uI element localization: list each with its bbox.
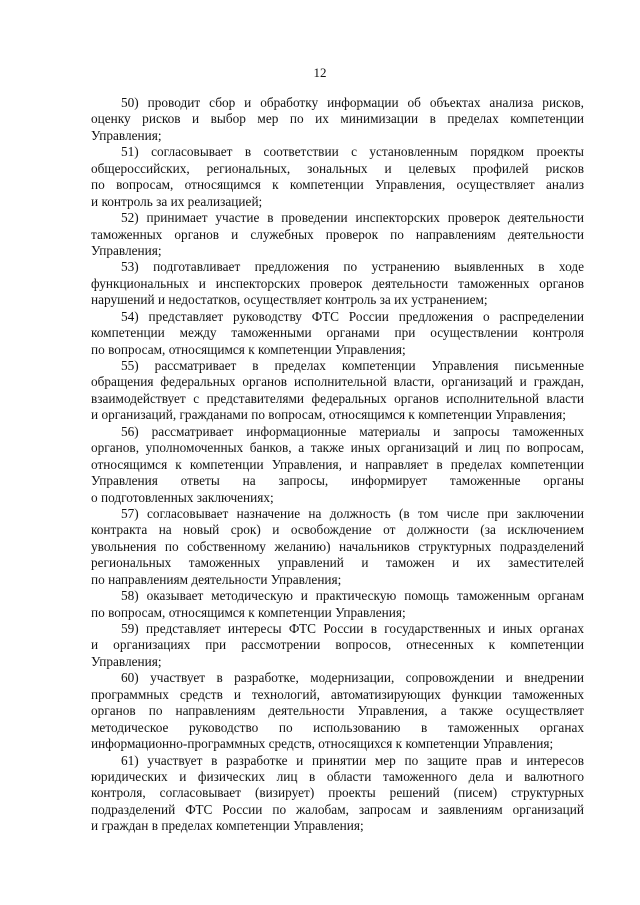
text-line: 53) подготавливает предложения по устранению выявленных в ходе: [121, 259, 584, 275]
text-line: и контроль за их реализацией;: [91, 193, 263, 209]
text-line: таможенных органов и служебных проверок по направлениям деятельности: [91, 226, 584, 242]
text-line: по вопросам, относящимся к компетенции Управления;: [91, 341, 406, 357]
text-line: контракта на новый срок) и освобождение от должности (за исключением: [91, 522, 584, 538]
text-line: 54) представляет руководству ФТС России предложения о распределении: [121, 308, 584, 324]
text-line: увольнения по собственному желанию) начальников структурных подразделений: [91, 538, 584, 554]
text-line: Управления;: [91, 242, 162, 258]
text-line: взаимодействует с представителями федеральных органов исполнительной власти: [91, 390, 584, 406]
text-line: 55) рассматривает в пределах компетенции Управления письменные: [121, 358, 584, 373]
text-line: функциональных и инспекторских проверок деятельности таможенных органов: [91, 275, 584, 291]
text-line: 56) рассматривает информационные материалы и запросы таможенных: [121, 423, 584, 439]
text-line: 51) согласовывает в соответствии с установленным порядком проекты: [121, 144, 584, 160]
text-line: органов по направлениям деятельности Управления, а также осуществляет: [91, 703, 584, 719]
document-body: [91, 95, 584, 835]
text-line: оценку рисков и выбор мер по их минимизации в пределах компетенции: [91, 111, 584, 127]
text-line: 52) принимает участие в проведении инспекторских проверок деятельности: [121, 210, 584, 226]
text-line: обращения федеральных органов исполнительной власти, организаций и граждан,: [91, 374, 584, 390]
text-line: региональных таможенных управлений и таможен и их заместителей: [91, 555, 584, 571]
text-line: 59) представляет интересы ФТС России в государственных и иных органах: [121, 621, 584, 636]
text-line: по направлениям деятельности Управления;: [91, 571, 342, 587]
text-line: и граждан в пределах компетенции Управления;: [91, 818, 364, 834]
text-line: компетенции между таможенными органами при осуществлении контроля: [91, 325, 584, 341]
text-line: Управления;: [91, 127, 162, 143]
text-line: и организациях при рассмотрении вопросов, отнесенных к компетенции: [91, 637, 584, 653]
text-line: по вопросам, относящимся к компетенции Управления, осуществляет анализ: [91, 177, 584, 193]
text-line: подразделений ФТС России по жалобам, запросам и заявлениям организаций: [91, 801, 584, 817]
text-line: общероссийских, региональных, зональных и целевых профилей рисков: [91, 160, 584, 176]
text-line: информационно-программных средств, относящихся к компетенции Управления;: [91, 736, 554, 752]
text-line: 57) согласовывает назначение на должность (в том числе при заключении: [121, 505, 584, 521]
text-line: методическое руководство по использованию в таможенных органах: [91, 719, 584, 735]
text-line: Управления;: [91, 653, 162, 669]
text-line: нарушений и недостатков, осуществляет контроль за их устранением;: [91, 292, 488, 308]
text-line: 60) участвует в разработке, модернизации, сопровождении и внедрении: [121, 670, 584, 686]
text-line: 61) участвует в разработке и принятии мер по защите прав и интересов: [121, 752, 584, 768]
text-line: о подготовленных заключениях;: [91, 489, 274, 505]
text-line: 58) оказывает методическую и практическую помощь таможенным органам: [121, 588, 584, 604]
text-line: относящимся к компетенции Управления, и направляет в пределах компетенции: [91, 456, 584, 472]
text-line: 50) проводит сбор и обработку информации об объектах анализа рисков,: [121, 95, 584, 110]
text-line: контроля, согласовывает (визирует) проекты решений (писем) структурных: [91, 785, 584, 801]
text-line: и организаций, гражданами по вопросам, относящимся к компетенции Управления;: [91, 407, 566, 423]
text-line: программных средств и технологий, автоматизирующих функции таможенных: [91, 686, 584, 702]
text-line: органов, уполномоченных банков, а также иных организаций и лиц по вопросам,: [91, 440, 584, 456]
text-line: по вопросам, относящимся к компетенции Управления;: [91, 604, 406, 620]
text-line: юридических и физических лиц в области таможенного дела и валютного: [91, 768, 584, 784]
page-number: 12: [313, 65, 327, 80]
text-line: Управления ответы на запросы, информирует таможенные органы: [91, 473, 584, 489]
